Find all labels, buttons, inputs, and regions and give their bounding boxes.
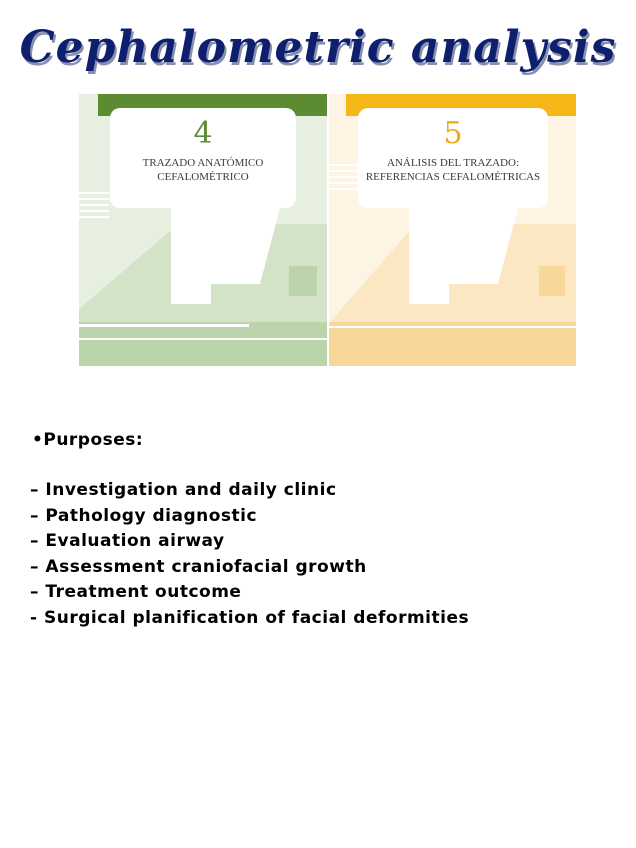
list-item: – Investigation and daily clinic [30, 480, 337, 500]
book-title-line-1: TRAZADO ANATÓMICO [142, 157, 264, 169]
book-number: 4 [193, 116, 213, 151]
cover-title-card [358, 108, 548, 208]
list-item: – Assessment craniofacial growth [30, 556, 367, 577]
list-item: – Evaluation airway [30, 531, 225, 551]
book-title-line-1: ANÁLISIS DEL TRAZADO: [387, 157, 519, 169]
book-number: 5 [443, 116, 463, 151]
list-item: – Pathology diagnostic [30, 505, 258, 526]
book-covers-image [79, 94, 576, 366]
purposes-heading: •Purposes: [32, 430, 144, 450]
list-item: - Surgical planification of facial deformities [30, 607, 470, 628]
list-item: – Treatment outcome [30, 582, 242, 602]
purposes-section [30, 430, 610, 631]
book-title-line-2: REFERENCIAS CEFALOMÉTRICAS [365, 171, 541, 183]
book-title-line-2: CEFALOMÉTRICO [157, 171, 249, 183]
slide-title: Cephalometric analysis [19, 22, 617, 73]
book-cover-5 [329, 94, 576, 366]
book-cover-4 [79, 94, 327, 366]
cover-title-card [110, 108, 296, 208]
